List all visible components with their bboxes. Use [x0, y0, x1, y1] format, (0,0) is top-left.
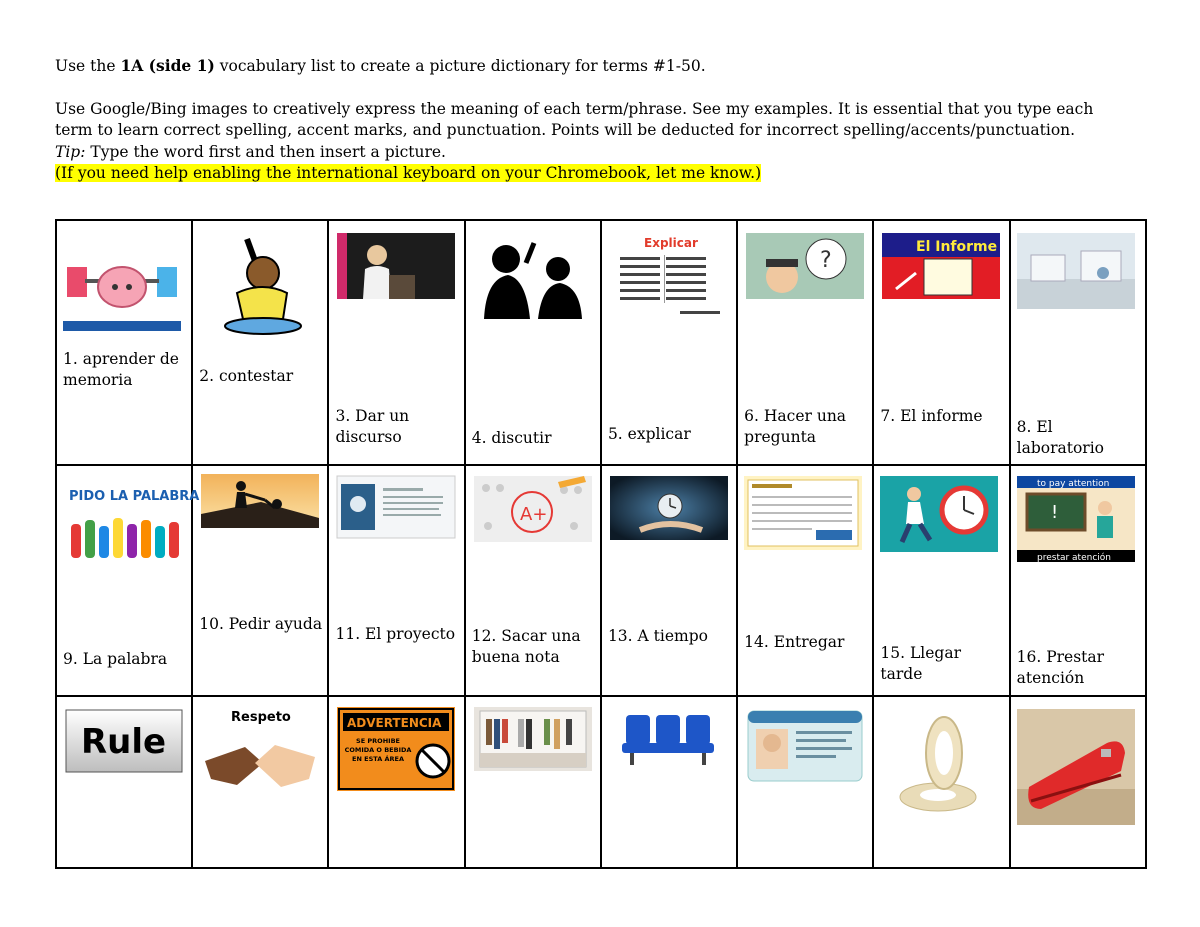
- instruction-highlight: (If you need help enabling the international keyboard on your Chromebook, let me know.): [55, 164, 762, 182]
- vocab-cell-15: [873, 465, 1009, 696]
- vocab-cell-20: [465, 696, 601, 868]
- image-caption: Respeto: [231, 710, 292, 725]
- vocab-cell-21: [601, 696, 737, 868]
- instruction-tip: Tip: Type the word first and then insert a picture.: [55, 142, 446, 161]
- vocab-cell-23: [873, 696, 1009, 868]
- vocab-cell-5: [601, 220, 737, 465]
- clock-in-hands-photo: [610, 476, 728, 540]
- term-label: 5. explicar: [607, 425, 691, 443]
- vocab-cell-10: [192, 465, 328, 696]
- vocab-cell-2: [192, 220, 328, 465]
- man-question-mark-icon: [746, 233, 864, 299]
- proyecto-slide: [337, 476, 455, 538]
- vocab-cell-17: [56, 696, 192, 868]
- vocab-cell-18: [192, 696, 328, 868]
- term-label: 11. El proyecto: [335, 625, 456, 643]
- vocab-cell-24: [1010, 696, 1146, 868]
- vocab-cell-7: [873, 220, 1009, 465]
- laboratory-photo: [1017, 233, 1135, 309]
- svg-text:?: ?: [820, 248, 832, 273]
- term-label: 2. contestar: [199, 367, 294, 385]
- el-informe-clipart: [882, 233, 1000, 299]
- image-caption: PIDO LA PALABRA: [69, 489, 200, 504]
- boy-raising-hand-icon: [207, 231, 307, 335]
- term-label: 7. El informe: [880, 407, 983, 425]
- vocab-cell-9: [56, 465, 200, 696]
- term-label: 13. A tiempo: [607, 627, 708, 645]
- teacher-classroom-icon: [1017, 476, 1135, 562]
- picture-dictionary-table: [55, 219, 1147, 869]
- people-arguing-silhouette: [472, 233, 590, 319]
- term-label: 10. Pedir ayuda: [199, 615, 323, 633]
- a-plus-grade-photo: [474, 476, 592, 542]
- image-caption: Rule: [81, 722, 167, 762]
- vocab-cell-11: [328, 465, 464, 696]
- image-caption: El Informe: [916, 239, 998, 255]
- term-label: 6. Hacer una pregunta: [744, 407, 847, 446]
- term-label: 14. Entregar: [744, 633, 845, 651]
- instruction-line-1: Use the 1A (side 1) vocabulary list to create a picture dictionary for terms #1-50.: [55, 56, 706, 75]
- vocab-cell-3: [328, 220, 464, 465]
- running-late-clock-icon: [880, 476, 998, 560]
- closet-photo: [474, 707, 592, 771]
- image-caption: ADVERTENCIA: [347, 716, 442, 730]
- term-label: 15. Llegar tarde: [880, 644, 961, 683]
- vocab-cell-22: [737, 696, 873, 868]
- vocab-cell-16: [1010, 465, 1146, 696]
- term-label: 3. Dar un discurso: [335, 407, 410, 446]
- image-caption-top: to pay attention: [1036, 479, 1110, 489]
- delivery-receipt-form: [744, 476, 862, 550]
- explicar-conjugation-chart: [614, 233, 728, 323]
- vocab-cell-14: [737, 465, 873, 696]
- id-card-photo: [746, 709, 864, 783]
- term-label: 16. Prestar atención: [1016, 648, 1105, 687]
- vocab-cell-4: [465, 220, 601, 465]
- vocab-cell-1: [56, 220, 192, 465]
- brain-lifting-books-icon: [63, 249, 181, 331]
- term-label: 9. La palabra: [63, 650, 168, 668]
- instruction-line-3: term to learn correct spelling, accent marks, and punctuation. Points will be deducted for incorrect spelling/accents/punctuation.: [55, 121, 1076, 139]
- svg-text:!: !: [1050, 502, 1058, 523]
- image-caption-bottom: prestar atención: [1036, 553, 1111, 563]
- rule-sign: [65, 709, 183, 773]
- masking-tape-photo: [888, 709, 988, 821]
- vocab-cell-19: [328, 696, 464, 868]
- helping-hand-silhouette: [201, 474, 319, 528]
- instruction-line-2: Use Google/Bing images to creatively express the meaning of each term/phrase. See my examples. It is essential that you type each: [55, 99, 1094, 118]
- vocab-cell-8: [1010, 220, 1146, 465]
- image-caption: A+: [519, 504, 548, 525]
- vocab-cell-12: [465, 465, 601, 696]
- term-label: 12. Sacar una buena nota: [471, 627, 581, 666]
- advertencia-sign: [337, 707, 455, 791]
- vocab-cell-13: [601, 465, 737, 696]
- term-label: 4. discutir: [471, 429, 552, 447]
- blue-seats-photo: [616, 707, 720, 771]
- image-caption: Explicar: [643, 236, 698, 250]
- instructions: [55, 55, 1155, 185]
- pido-la-palabra-hands: [65, 480, 200, 562]
- term-label: 1. aprender de memoria: [63, 350, 179, 389]
- term-label: 8. El laboratorio: [1016, 418, 1105, 457]
- red-stapler-photo: [1017, 709, 1135, 825]
- image-subcaption: SE PROHIBE COMIDA O BEBIDA EN ESTA ÁREA: [345, 737, 412, 763]
- vocab-cell-6: [737, 220, 873, 465]
- respeto-handshake: [201, 707, 319, 799]
- woman-at-podium-photo: [337, 233, 455, 299]
